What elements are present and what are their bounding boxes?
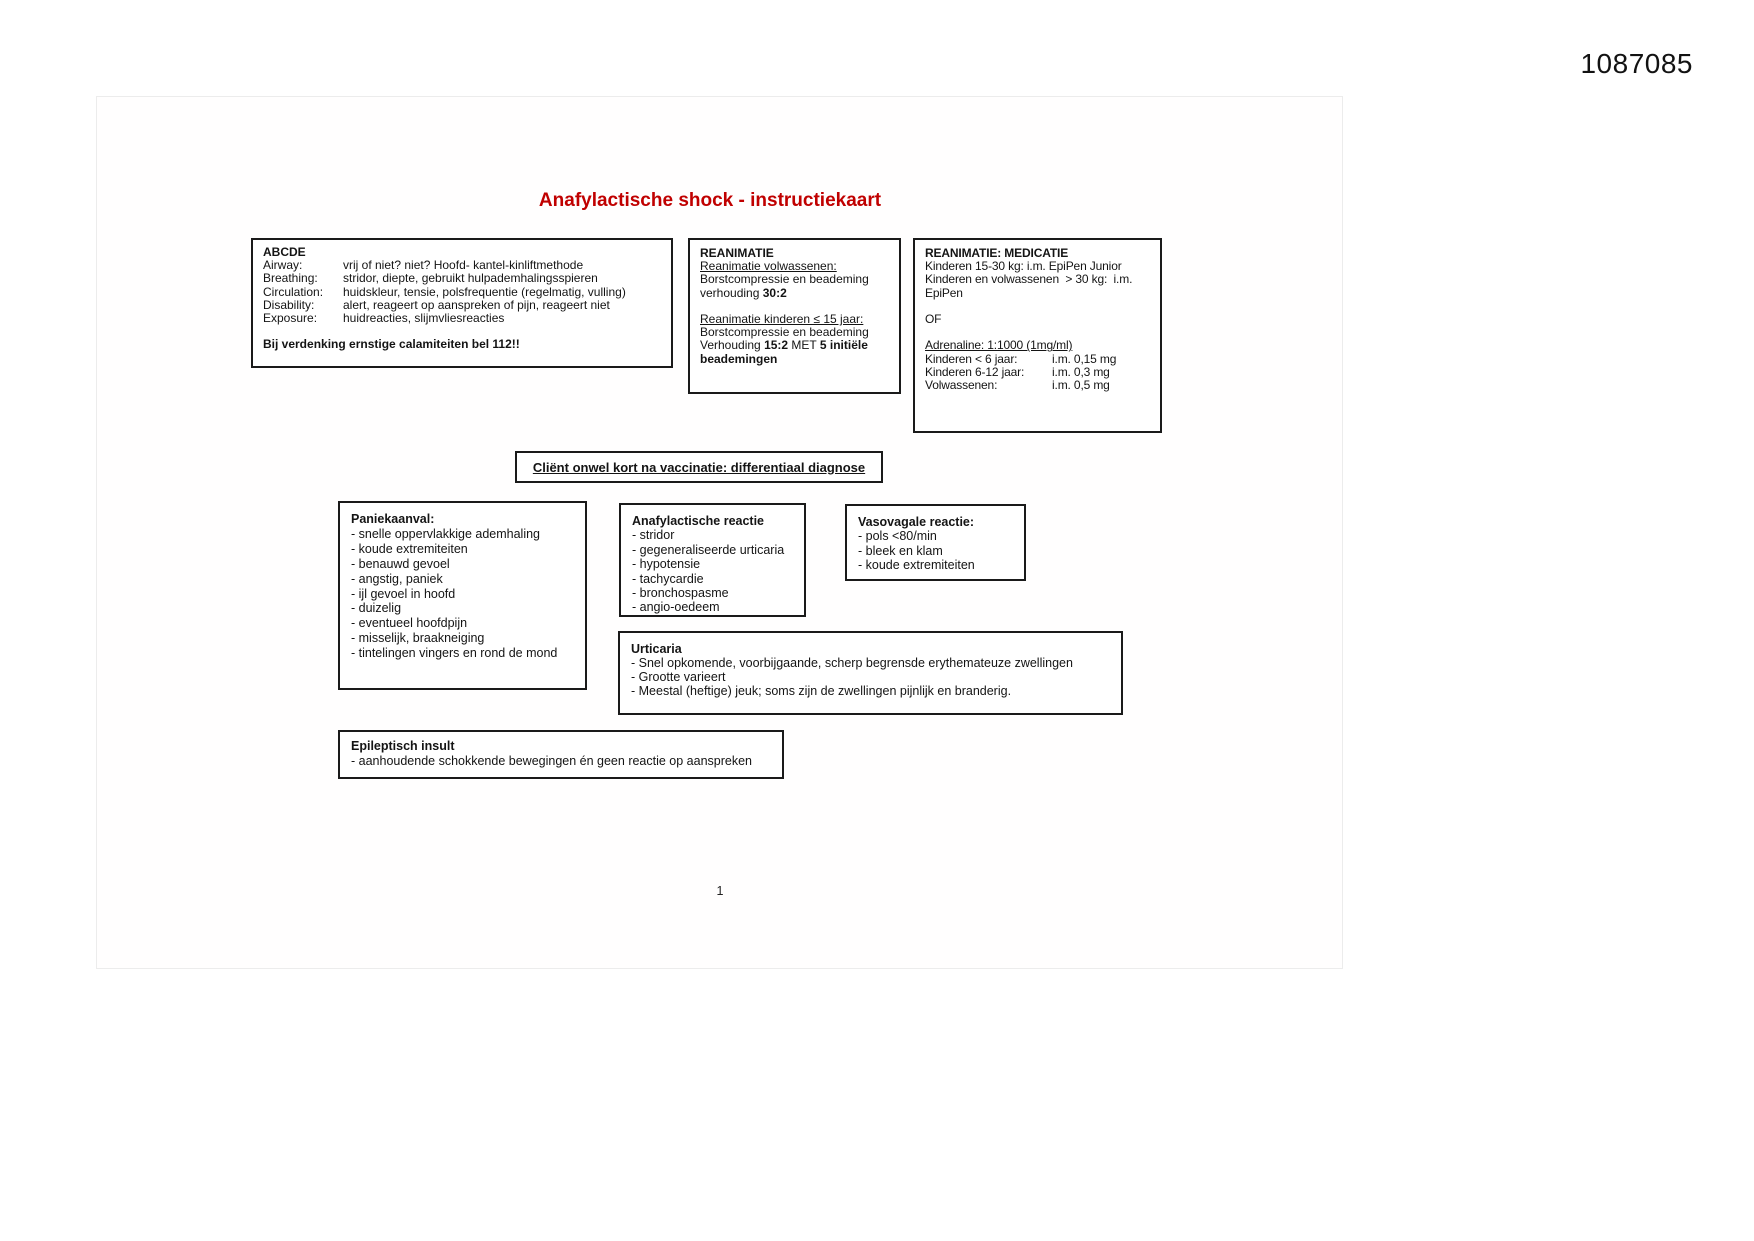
text-segment: huidreacties, slijmvliesreacties	[343, 311, 505, 326]
reanimatie-lines	[700, 260, 889, 366]
text-segment: - angio-oedeem	[632, 600, 720, 615]
row-label: Volwassenen:	[925, 378, 998, 393]
document-id: 1087085	[1580, 48, 1693, 79]
vasovagale-reactie-box	[845, 504, 1026, 581]
text-line	[858, 558, 1013, 572]
text-segment: EpiPen	[925, 285, 963, 300]
text-line	[858, 529, 1013, 543]
text-segment: - misselijk, braakneiging	[351, 631, 485, 646]
abcde-heading: ABCDE	[263, 245, 306, 259]
text-line	[351, 601, 574, 616]
page-number: 1	[716, 884, 724, 898]
paniekaanval-heading: Paniekaanval:	[351, 512, 435, 526]
text-segment: verhouding	[700, 285, 763, 300]
text-segment: - pols <80/min	[858, 529, 937, 544]
text-segment: - eventueel hoofdpijn	[351, 616, 468, 631]
urticaria-heading: Urticaria	[631, 642, 682, 656]
text-segment: - angstig, paniek	[351, 571, 443, 586]
row-label: Exposure:	[263, 311, 318, 326]
abcde-lines	[263, 259, 661, 325]
text-segment: - Grootte varieert	[631, 670, 726, 684]
text-segment: - Meestal (heftige) jeuk; soms zijn de zwellingen pijnlijk en branderig.	[631, 684, 1012, 698]
page-title: Anafylactische shock - instructiekaart	[538, 190, 882, 211]
text-segment: 15:2	[764, 338, 789, 353]
text-segment: - stridor	[632, 528, 675, 543]
text-line	[632, 543, 793, 557]
text-segment: Borstcompressie en beademing	[700, 325, 869, 340]
text-segment: - gegeneraliseerde urticaria	[632, 542, 785, 557]
row-label: Kinderen < 6 jaar:	[925, 351, 1018, 366]
text-segment: i.m. 0,3 mg	[1052, 364, 1110, 379]
medicatie-heading: REANIMATIE: MEDICATIE	[925, 246, 1069, 260]
text-segment: i.m. 0,5 mg	[1052, 378, 1110, 393]
text-line	[351, 754, 771, 769]
text-line	[632, 528, 793, 542]
epileptisch-heading: Epileptisch insult	[351, 739, 455, 753]
text-segment: Kinderen 15-30 kg: i.m. EpiPen Junior	[925, 259, 1122, 274]
text-line	[925, 287, 1150, 300]
text-line	[632, 572, 793, 586]
text-segment: 5 initiële	[819, 338, 868, 353]
epileptisch-items	[351, 754, 771, 769]
text-line	[631, 670, 1110, 684]
text-segment: MET	[788, 338, 820, 353]
text-line	[700, 353, 889, 366]
row-label: Breathing:	[263, 271, 318, 286]
text-segment: Kinderen en volwassenen > 30 kg: i.m.	[925, 272, 1133, 287]
text-segment: OF	[925, 312, 942, 327]
paniekaanval-items	[351, 527, 574, 661]
text-segment: - benauwd gevoel	[351, 556, 450, 571]
text-line	[351, 616, 574, 631]
text-segment: vrij of niet? niet? Hoofd- kantel-kinliftmethode	[343, 258, 584, 273]
abcde-box	[251, 238, 673, 368]
text-segment	[700, 299, 703, 313]
text-line	[351, 527, 574, 542]
text-segment: - duizelig	[351, 601, 402, 616]
text-segment	[925, 325, 928, 339]
text-segment: stridor, diepte, gebruikt hulpademhalingsspieren	[343, 271, 598, 286]
text-segment: - bleek en klam	[858, 543, 943, 558]
text-line	[351, 572, 574, 587]
text-line	[632, 600, 793, 614]
text-segment	[925, 299, 928, 313]
text-line	[351, 631, 574, 646]
epileptisch-insult-box	[338, 730, 784, 779]
vasovagale-items	[858, 529, 1013, 572]
anafylactische-reactie-box	[619, 503, 806, 617]
vasovagale-heading: Vasovagale reactie:	[858, 515, 975, 529]
text-segment: - koude extremiteiten	[351, 541, 468, 556]
text-line	[925, 313, 1150, 326]
text-segment: - bronchospasme	[632, 586, 729, 601]
text-line	[351, 542, 574, 557]
medicatie-lines	[925, 260, 1150, 392]
reanimatie-medicatie-box	[913, 238, 1162, 433]
anafylactische-heading: Anafylactische reactie	[632, 514, 765, 528]
text-segment: - tachycardie	[632, 571, 704, 586]
text-segment: Reanimatie volwassenen:	[700, 259, 837, 274]
text-segment: Borstcompressie en beademing	[700, 272, 869, 287]
text-line	[925, 353, 1150, 366]
text-segment: huidskleur, tensie, polsfrequentie (regelmatig, vulling)	[343, 284, 626, 299]
text-segment: Adrenaline: 1:1000 (1mg/ml)	[925, 338, 1073, 353]
banner-text: Cliënt onwel kort na vaccinatie: differentiaal diagnose	[532, 459, 866, 475]
text-segment: 30:2	[762, 285, 787, 300]
text-line	[631, 656, 1110, 670]
row-label: Disability:	[263, 297, 315, 312]
paniekaanval-box	[338, 501, 587, 690]
text-line	[925, 300, 1150, 313]
text-line	[631, 684, 1110, 698]
row-label: Airway:	[263, 258, 303, 273]
text-segment: - snelle oppervlakkige ademhaling	[351, 526, 541, 541]
anafylactische-items	[632, 528, 793, 614]
text-line	[632, 557, 793, 571]
text-segment: - Snel opkomende, voorbijgaande, scherp begrensde erythemateuze zwellingen	[631, 656, 1073, 670]
text-line	[700, 287, 889, 300]
text-segment: - tintelingen vingers en rond de mond	[351, 646, 558, 661]
text-line	[351, 557, 574, 572]
urticaria-items	[631, 656, 1110, 698]
reanimatie-box	[688, 238, 901, 394]
urticaria-box	[618, 631, 1123, 715]
text-line	[632, 586, 793, 600]
text-segment: beademingen	[700, 351, 778, 366]
reanimatie-heading: REANIMATIE	[700, 246, 774, 260]
text-line	[263, 312, 661, 325]
text-segment: alert, reageert op aanspreken of pijn, reageert niet	[343, 297, 610, 312]
text-line	[925, 379, 1150, 392]
row-label: Kinderen 6-12 jaar:	[925, 364, 1025, 379]
text-line	[925, 339, 1150, 352]
text-segment: Reanimatie kinderen ≤ 15 jaar:	[700, 312, 864, 327]
text-segment: - aanhoudende schokkende bewegingen én geen reactie op aanspreken	[351, 753, 753, 768]
differential-diagnosis-banner	[515, 451, 883, 483]
text-line	[858, 544, 1013, 558]
text-segment: - hypotensie	[632, 557, 701, 572]
text-line	[351, 587, 574, 602]
text-line	[351, 646, 574, 661]
text-segment: - ijl gevoel in hoofd	[351, 586, 456, 601]
emergency-warning: Bij verdenking ernstige calamiteiten bel 112!!	[263, 337, 520, 352]
text-segment: i.m. 0,15 mg	[1052, 351, 1117, 366]
text-segment: - koude extremiteiten	[858, 558, 975, 573]
row-label: Circulation:	[263, 284, 324, 299]
text-segment: Verhouding	[700, 338, 765, 353]
